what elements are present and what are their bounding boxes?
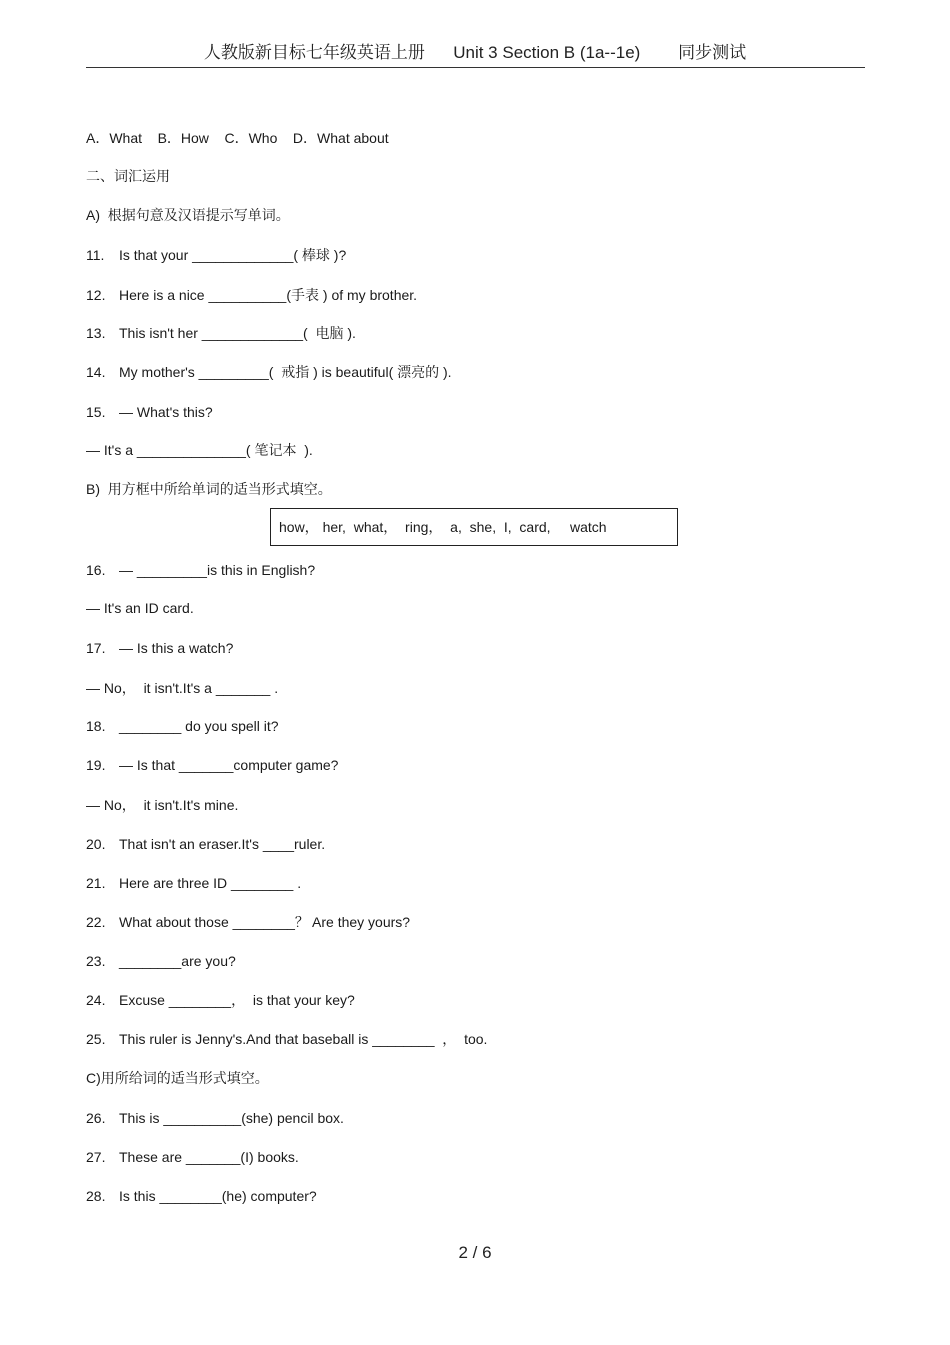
question-number: 25. bbox=[86, 1031, 106, 1047]
question-13 bbox=[86, 324, 356, 342]
answer-options: A．What B．How C．Who D．What about bbox=[86, 130, 389, 146]
question-19-answer-line: — No， it isn't.It's mine. bbox=[86, 797, 239, 813]
question-25 bbox=[86, 1030, 487, 1048]
question-text: Is that your _____________( 棒球 )? bbox=[119, 247, 347, 263]
question-21 bbox=[86, 874, 301, 892]
question-15-answer-line: — It's a ______________( 笔记本 ). bbox=[86, 442, 313, 458]
question-text: This ruler is Jenny's.And that baseball is ________ ， too. bbox=[119, 1031, 488, 1047]
question-text: Is this ________(he) computer? bbox=[119, 1188, 317, 1204]
question-28 bbox=[86, 1187, 317, 1205]
question-text: — _________is this in English? bbox=[119, 562, 316, 578]
question-number: 16. bbox=[86, 562, 106, 578]
question-text: — Is this a watch? bbox=[119, 640, 234, 656]
part-a-instruction: A) 根据句意及汉语提示写单词。 bbox=[86, 207, 290, 223]
question-number: 17. bbox=[86, 640, 106, 656]
page-header: 人教版新目标七年级英语上册 Unit 3 Section B (1a--1e) 同步测试 bbox=[203, 43, 747, 62]
question-text: — Is that _______computer game? bbox=[119, 757, 339, 773]
question-text: Excuse ________， is that your key? bbox=[119, 992, 355, 1008]
question-number: 12. bbox=[86, 287, 106, 303]
question-12 bbox=[86, 286, 417, 304]
question-number: 11. bbox=[86, 247, 105, 263]
question-number: 13. bbox=[86, 325, 106, 341]
question-16-answer-line: — It's an ID card. bbox=[86, 600, 194, 616]
question-18 bbox=[86, 717, 279, 735]
question-text: That isn't an eraser.It's ____ruler. bbox=[119, 836, 326, 852]
question-text: Here is a nice __________(手表 ) of my brother. bbox=[119, 287, 418, 303]
question-text: ________ do you spell it? bbox=[119, 718, 279, 734]
question-17-answer-line: — No， it isn't.It's a _______ . bbox=[86, 680, 279, 696]
header-divider bbox=[86, 67, 865, 68]
question-number: 18. bbox=[86, 718, 106, 734]
question-19 bbox=[86, 756, 338, 774]
question-11 bbox=[86, 246, 346, 264]
question-26 bbox=[86, 1109, 344, 1127]
question-27 bbox=[86, 1148, 299, 1166]
section-heading-vocabulary: 二、词汇运用 bbox=[86, 168, 170, 184]
part-b-instruction: B) 用方框中所给单词的适当形式填空。 bbox=[86, 481, 332, 497]
question-number: 24. bbox=[86, 992, 106, 1008]
question-number: 23. bbox=[86, 953, 106, 969]
question-text: ________are you? bbox=[119, 953, 236, 969]
question-23 bbox=[86, 952, 236, 970]
question-number: 22. bbox=[86, 914, 106, 930]
question-text: Here are three ID ________ . bbox=[119, 875, 302, 891]
question-14 bbox=[86, 363, 452, 381]
question-text: — What's this? bbox=[119, 404, 213, 420]
question-number: 28. bbox=[86, 1188, 106, 1204]
question-number: 27. bbox=[86, 1149, 106, 1165]
question-number: 20. bbox=[86, 836, 106, 852]
question-24 bbox=[86, 991, 355, 1009]
question-15 bbox=[86, 403, 213, 421]
question-number: 14. bbox=[86, 364, 106, 380]
question-text: These are _______(I) books. bbox=[119, 1149, 299, 1165]
question-number: 15. bbox=[86, 404, 106, 420]
question-17 bbox=[86, 639, 233, 657]
question-number: 19. bbox=[86, 757, 106, 773]
question-number: 26. bbox=[86, 1110, 106, 1126]
question-text: This isn't her _____________( 电脑 ). bbox=[119, 325, 356, 341]
question-text: This is __________(she) pencil box. bbox=[119, 1110, 344, 1126]
question-22 bbox=[86, 913, 410, 931]
page-number: 2 / 6 bbox=[458, 1243, 492, 1262]
question-number: 21. bbox=[86, 875, 106, 891]
question-20 bbox=[86, 835, 325, 853]
word-bank-box: how， her, what， ring， a, she, I, card, watch bbox=[270, 508, 678, 546]
question-text: What about those ________？ Are they yours? bbox=[119, 914, 411, 930]
question-text: My mother's _________( 戒指 ) is beautiful( 漂亮的 ). bbox=[119, 364, 452, 380]
question-16 bbox=[86, 561, 315, 579]
part-c-instruction: C)用所给词的适当形式填空。 bbox=[86, 1070, 269, 1086]
